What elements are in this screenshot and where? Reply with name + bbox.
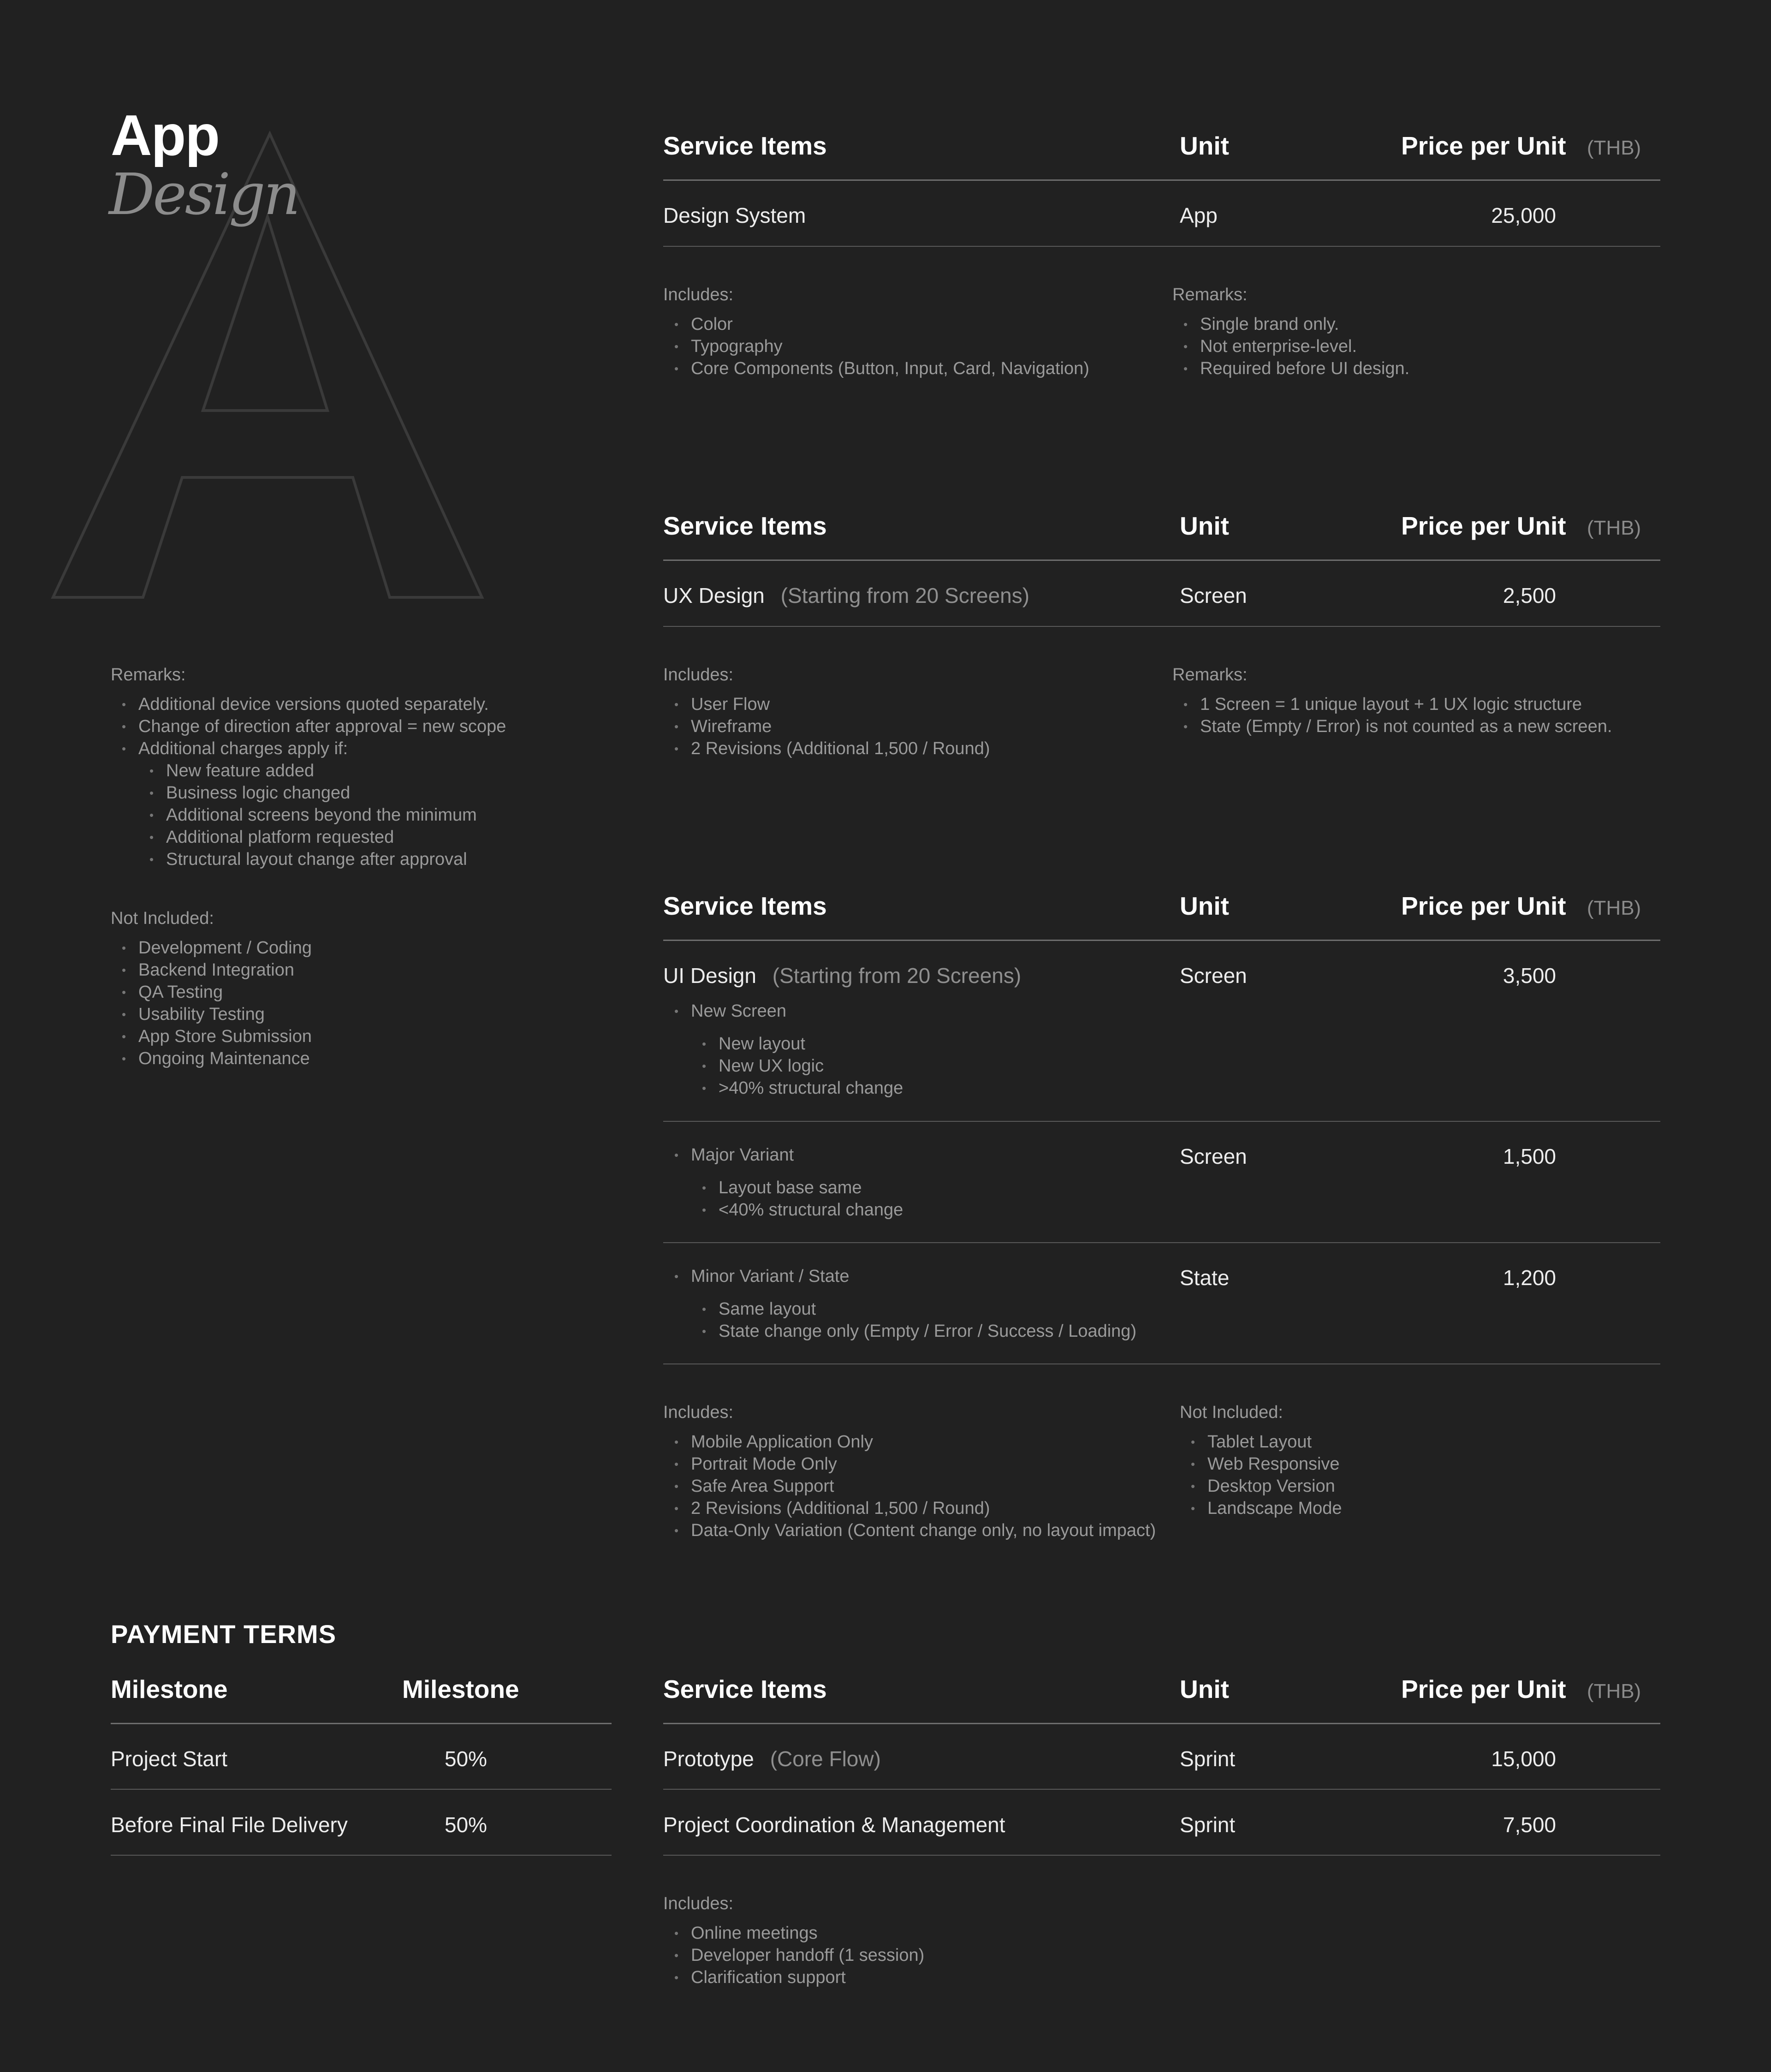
list-item: • Data-Only Variation (Content change only, no layout impact): [663, 1519, 1156, 1542]
row-divider: [111, 1789, 612, 1790]
service-note: (Starting from 20 Screens): [780, 583, 1030, 607]
ui-row-major-variant: [663, 1144, 794, 1166]
list-item: • Development / Coding: [111, 937, 312, 959]
list-item: • Color: [663, 313, 1089, 335]
includes-label: Includes:: [663, 285, 734, 304]
list-item: • Wireframe: [663, 715, 990, 738]
list-item: • Online meetings: [663, 1922, 924, 1944]
unit-value: Sprint: [1180, 1813, 1236, 1837]
not-included-label: Not Included:: [1180, 1403, 1283, 1422]
not-included-left-list: [111, 937, 312, 1070]
unit-value: Screen: [1180, 964, 1247, 988]
service-name-text: UX Design: [663, 583, 765, 607]
price-value: 3,500: [1503, 964, 1556, 988]
list-item: • Core Components (Button, Input, Card, Navigation): [663, 357, 1089, 380]
list-item: • Backend Integration: [111, 959, 312, 981]
currency-label: (THB): [1587, 897, 1641, 919]
list-item: • Required before UI design.: [1172, 357, 1409, 380]
row-divider: [663, 246, 1660, 247]
list-item: • Clarification support: [663, 1966, 924, 1989]
list-item: • Additional charges apply if:: [111, 738, 506, 760]
currency-label: (THB): [1587, 137, 1641, 159]
column-header-unit: Unit: [1180, 131, 1229, 160]
price-value: 1,500: [1503, 1144, 1556, 1168]
row-divider: [663, 1789, 1660, 1790]
list-item: • Change of direction after approval = new scope: [111, 715, 506, 738]
page-subtitle: Design: [109, 161, 299, 228]
service-note: (Core Flow): [770, 1747, 881, 1771]
list-item: • New UX logic: [663, 1055, 903, 1077]
column-header-milestone-2: Milestone: [402, 1675, 519, 1703]
list-item: • Web Responsive: [1180, 1453, 1342, 1475]
column-header-service: Service Items: [663, 512, 827, 540]
service-name: [663, 1746, 881, 1771]
header-divider: [663, 940, 1660, 941]
header-divider: [663, 560, 1660, 561]
page-title: App: [111, 104, 220, 167]
price-value: 2,500: [1503, 583, 1556, 607]
unit-value: Screen: [1180, 1144, 1247, 1168]
row-divider: [663, 1121, 1660, 1122]
column-header-service: Service Items: [663, 1675, 827, 1703]
milestone-name: Before Final File Delivery: [111, 1813, 348, 1837]
column-header-milestone: Milestone: [111, 1675, 228, 1703]
column-header-price: [1401, 131, 1641, 161]
service-name-text: UI Design: [663, 964, 756, 988]
price-value: 1,200: [1503, 1266, 1556, 1290]
ui-row-new-screen-subs: [663, 1033, 903, 1099]
unit-value: App: [1180, 203, 1218, 227]
currency-label: (THB): [1587, 1680, 1641, 1703]
list-item: • Additional platform requested: [111, 826, 506, 848]
not-included-left-label: Not Included:: [111, 909, 214, 928]
currency-label: (THB): [1587, 517, 1641, 539]
header-divider: [111, 1723, 612, 1724]
price-value: 15,000: [1491, 1747, 1556, 1771]
remarks-list: [1172, 313, 1409, 380]
list-item: • Additional device versions quoted separately.: [111, 693, 506, 715]
list-item: • Ongoing Maintenance: [111, 1048, 312, 1070]
price-label: Price per Unit: [1401, 131, 1566, 160]
list-item: • >40% structural change: [663, 1077, 903, 1099]
header-divider: [663, 179, 1660, 181]
column-header-price: [1401, 1674, 1641, 1704]
row-divider: [663, 1363, 1660, 1364]
list-item: • User Flow: [663, 693, 990, 715]
service-name: Project Coordination & Management: [663, 1813, 1005, 1837]
list-item: • App Store Submission: [111, 1025, 312, 1048]
list-item: • Not enterprise-level.: [1172, 335, 1409, 357]
remarks-label: Remarks:: [1172, 285, 1248, 304]
list-item: • Major Variant: [663, 1144, 794, 1166]
list-item: • 2 Revisions (Additional 1,500 / Round): [663, 738, 990, 760]
list-item: • Additional screens beyond the minimum: [111, 804, 506, 826]
list-item: • Single brand only.: [1172, 313, 1409, 335]
price-label: Price per Unit: [1401, 892, 1566, 920]
list-item: • Portrait Mode Only: [663, 1453, 1156, 1475]
milestone-name: Project Start: [111, 1747, 228, 1771]
list-item: • New Screen: [663, 1000, 786, 1022]
column-header-price: [1401, 511, 1641, 541]
remarks-label: Remarks:: [1172, 665, 1248, 685]
price-value: 25,000: [1491, 203, 1556, 227]
milestone-percent: 50%: [445, 1747, 487, 1771]
list-item: • State (Empty / Error) is not counted as a new screen.: [1172, 715, 1612, 738]
list-item: • Usability Testing: [111, 1003, 312, 1025]
includes-label: Includes:: [663, 665, 734, 685]
column-header-price: [1401, 891, 1641, 921]
list-item: • Typography: [663, 335, 1089, 357]
row-divider: [663, 1242, 1660, 1243]
list-item: • Layout base same: [663, 1177, 903, 1199]
service-name: [663, 963, 1021, 988]
not-included-list: [1180, 1431, 1342, 1519]
unit-value: Sprint: [1180, 1747, 1236, 1771]
includes-list: [663, 313, 1089, 380]
payment-terms-title: PAYMENT TERMS: [111, 1619, 337, 1649]
list-item: • Developer handoff (1 session): [663, 1944, 924, 1966]
column-header-unit: Unit: [1180, 892, 1229, 920]
list-item: • Minor Variant / State: [663, 1265, 850, 1287]
column-header-service: Service Items: [663, 131, 827, 160]
column-header-service: Service Items: [663, 892, 827, 920]
list-item: • New feature added: [111, 760, 506, 782]
list-item: • Structural layout change after approval: [111, 848, 506, 870]
price-value: 7,500: [1503, 1813, 1556, 1837]
row-divider: [663, 1855, 1660, 1856]
ui-row-minor-variant-subs: [663, 1298, 1136, 1342]
ui-row-new-screen: [663, 1000, 786, 1022]
includes-list: [663, 1431, 1156, 1542]
includes-label: Includes:: [663, 1894, 734, 1913]
list-item: • Same layout: [663, 1298, 1136, 1320]
list-item: • Desktop Version: [1180, 1475, 1342, 1497]
service-name: Design System: [663, 203, 806, 227]
service-note: (Starting from 20 Screens): [772, 964, 1022, 988]
list-item: • Tablet Layout: [1180, 1431, 1342, 1453]
list-item: • New layout: [663, 1033, 903, 1055]
price-label: Price per Unit: [1401, 1675, 1566, 1703]
ui-row-major-variant-subs: [663, 1177, 903, 1221]
includes-list: [663, 693, 990, 760]
list-item: • QA Testing: [111, 981, 312, 1003]
column-header-unit: Unit: [1180, 512, 1229, 540]
price-label: Price per Unit: [1401, 512, 1566, 540]
list-item: • State change only (Empty / Error / Success / Loading): [663, 1320, 1136, 1342]
remarks-list: [1172, 693, 1612, 738]
includes-list: [663, 1922, 924, 1989]
service-name: [663, 583, 1029, 608]
unit-value: Screen: [1180, 583, 1247, 607]
list-item: • 2 Revisions (Additional 1,500 / Round): [663, 1497, 1156, 1519]
column-header-unit: Unit: [1180, 1675, 1229, 1703]
ui-row-minor-variant: [663, 1265, 850, 1287]
row-divider: [663, 626, 1660, 627]
remarks-left-list: [111, 693, 506, 870]
list-item: • 1 Screen = 1 unique layout + 1 UX logic structure: [1172, 693, 1612, 715]
list-item: • Landscape Mode: [1180, 1497, 1342, 1519]
unit-value: State: [1180, 1266, 1230, 1290]
list-item: • Business logic changed: [111, 782, 506, 804]
milestone-percent: 50%: [445, 1813, 487, 1837]
list-item: • Safe Area Support: [663, 1475, 1156, 1497]
list-item: • Mobile Application Only: [663, 1431, 1156, 1453]
row-divider: [111, 1855, 612, 1856]
list-item: • <40% structural change: [663, 1199, 903, 1221]
header-divider: [663, 1723, 1660, 1724]
includes-label: Includes:: [663, 1403, 734, 1422]
service-name-text: Prototype: [663, 1747, 754, 1771]
remarks-left-label: Remarks:: [111, 665, 186, 685]
